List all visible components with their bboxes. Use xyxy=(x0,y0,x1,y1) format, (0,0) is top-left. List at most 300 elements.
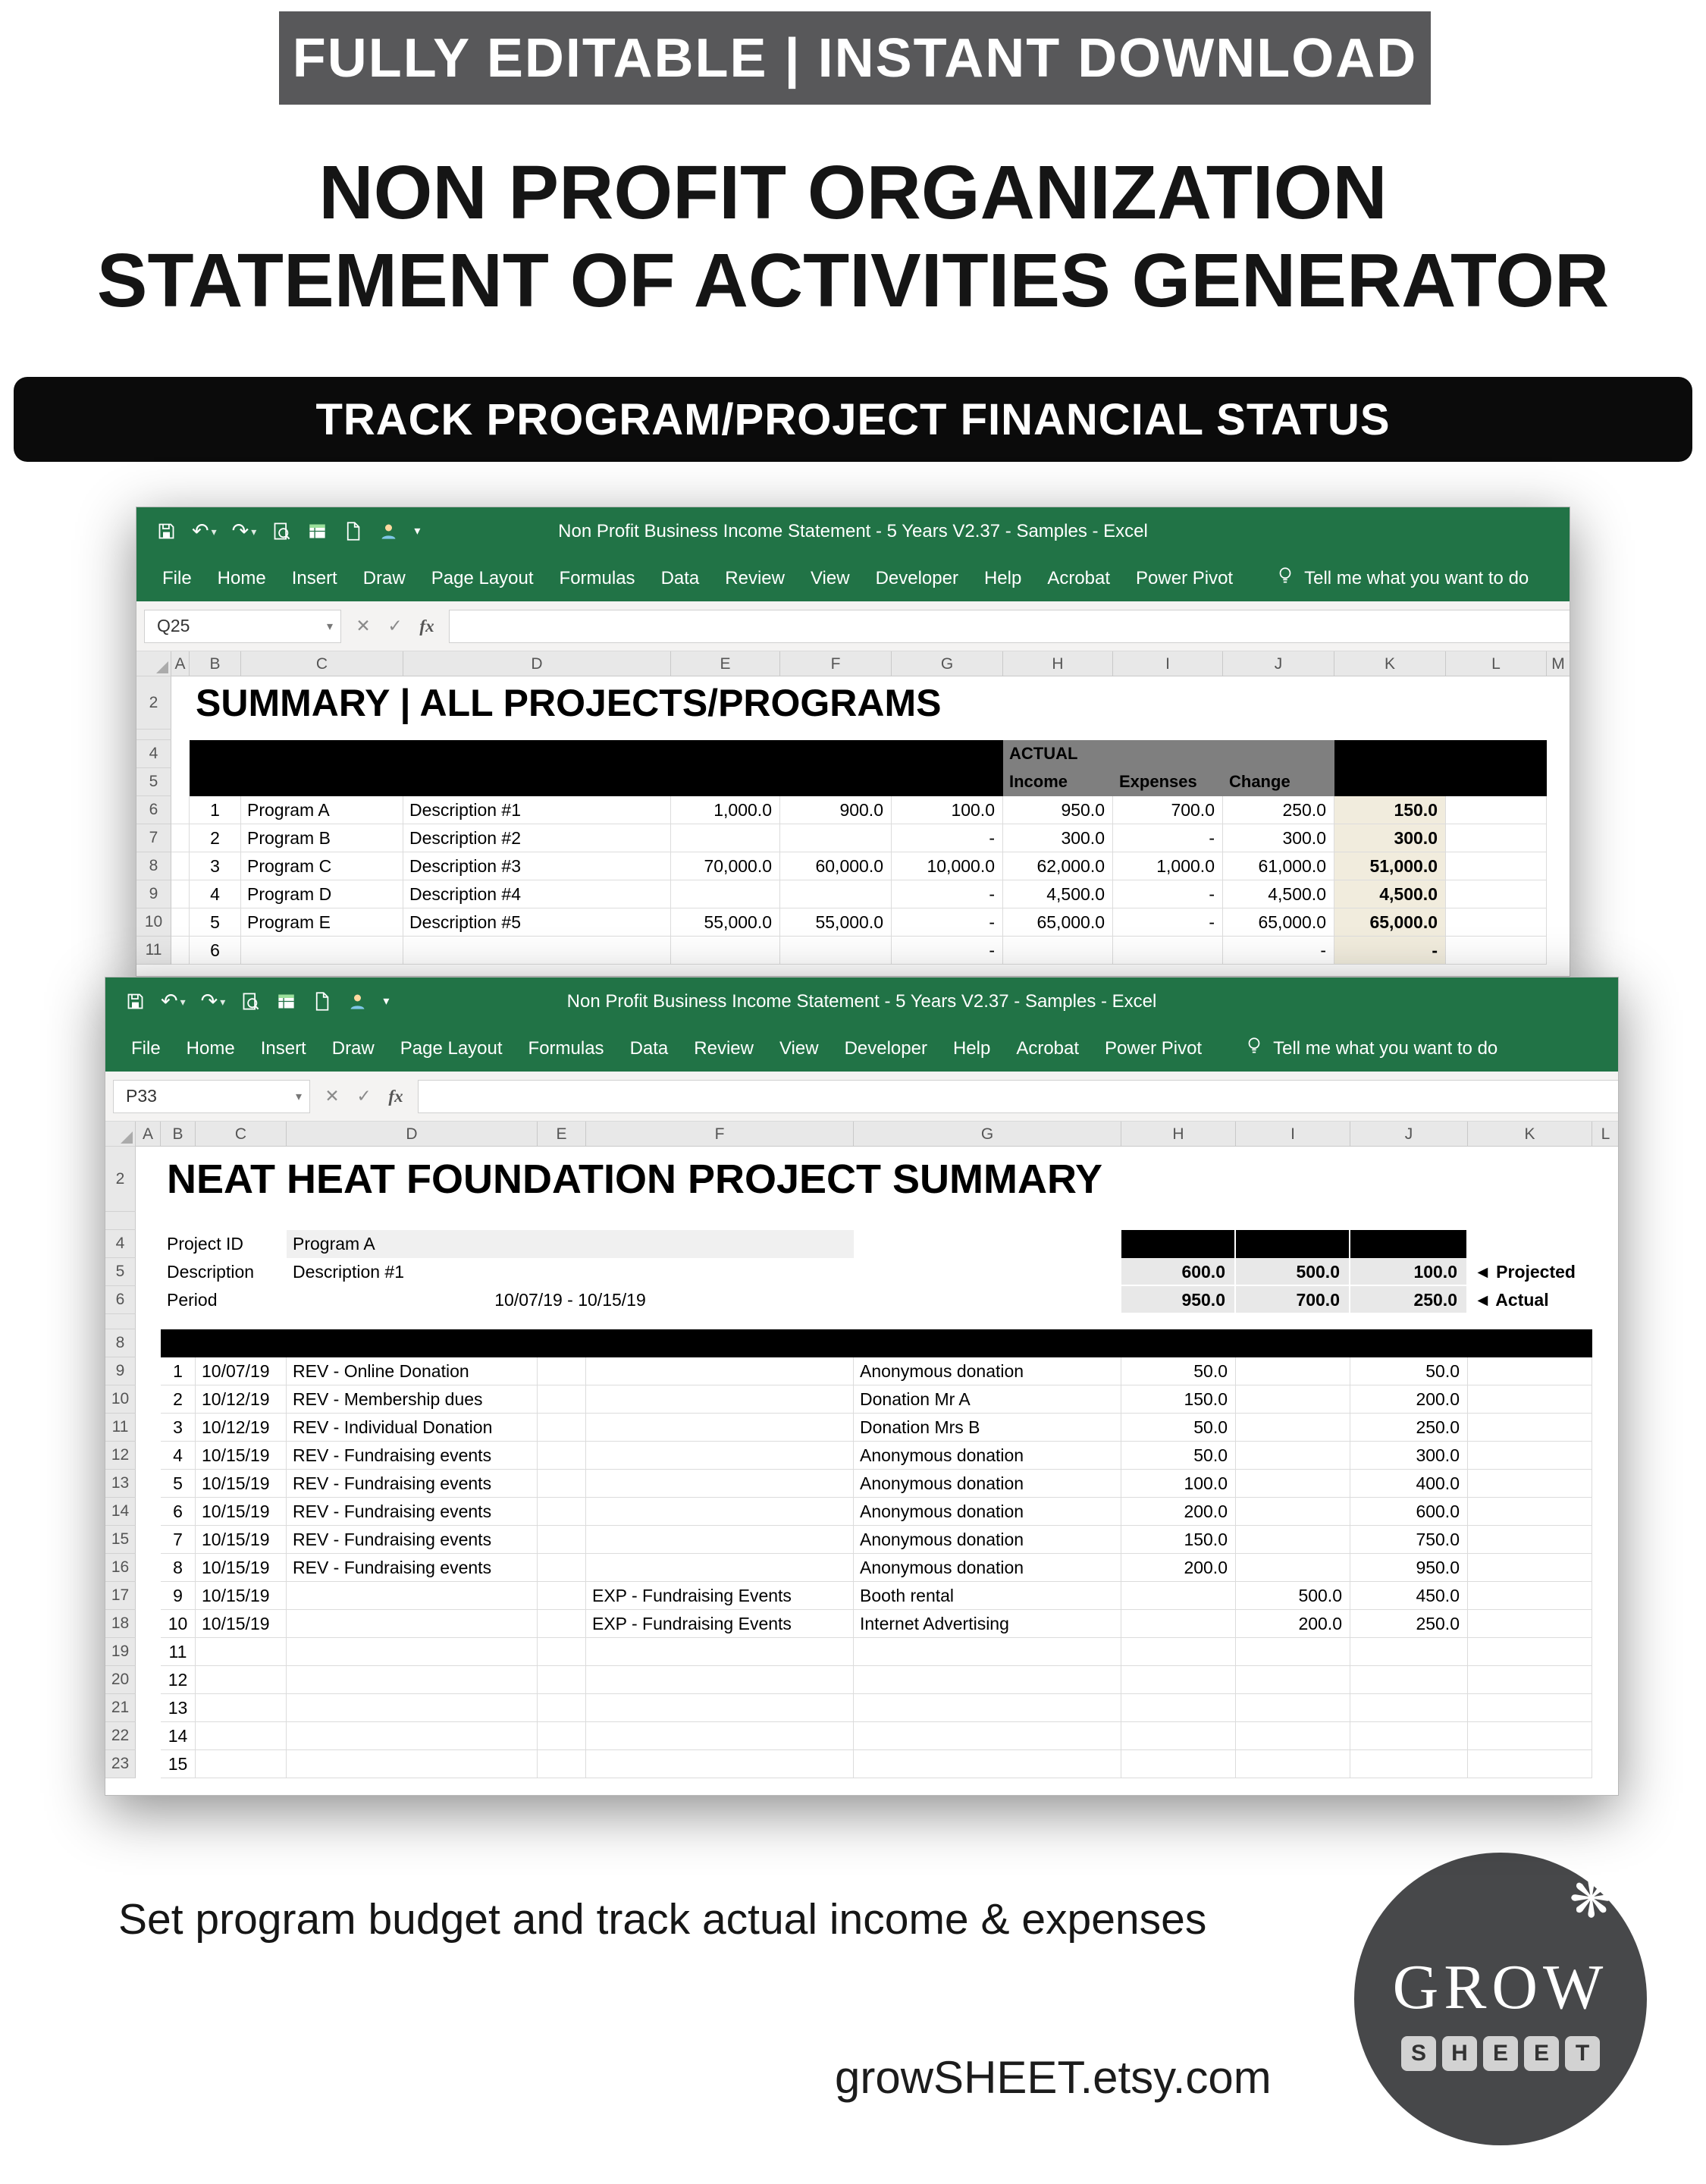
row-number[interactable]: 15 xyxy=(105,1526,136,1554)
cell-blank[interactable] xyxy=(136,1442,161,1470)
cell-description[interactable]: Description #3 xyxy=(403,852,671,880)
cell-category[interactable]: REV - Fundraising events xyxy=(287,1470,538,1498)
cell-expenses[interactable] xyxy=(1236,1694,1350,1722)
cell-notes[interactable] xyxy=(1468,1357,1592,1385)
row-number[interactable]: 23 xyxy=(105,1750,136,1778)
cell-blank[interactable] xyxy=(538,1442,586,1470)
summary-change-header[interactable]: Change xyxy=(1350,1230,1468,1258)
cell-blank[interactable] xyxy=(538,1694,586,1722)
cell-blank[interactable] xyxy=(538,1582,586,1610)
cell-balance[interactable]: 250.0 xyxy=(1350,1414,1468,1442)
cell-income[interactable]: 200.0 xyxy=(1121,1554,1236,1582)
sheet-title[interactable]: NEAT HEAT FOUNDATION PROJECT SUMMARY xyxy=(167,1156,1102,1202)
cell-description[interactable] xyxy=(854,1722,1121,1750)
row-number[interactable]: 21 xyxy=(105,1694,136,1722)
cell-description[interactable]: Description #4 xyxy=(403,880,671,908)
row-number[interactable]: 8 xyxy=(105,1329,136,1357)
row-number[interactable]: 11 xyxy=(105,1414,136,1442)
ribbon-tab[interactable]: Home xyxy=(186,1037,235,1059)
projected-income-value[interactable]: 600.0 xyxy=(1121,1258,1236,1286)
ribbon-tab[interactable]: Developer xyxy=(844,1037,927,1059)
cell-category[interactable] xyxy=(287,1750,538,1778)
cell-no[interactable]: 2 xyxy=(190,824,241,852)
cell-notes[interactable] xyxy=(1446,796,1547,824)
cell-expenses[interactable] xyxy=(1236,1722,1350,1750)
row-number[interactable]: 7 xyxy=(136,824,171,852)
cell-description[interactable]: Anonymous donation xyxy=(854,1554,1121,1582)
cell-blank[interactable] xyxy=(538,1722,586,1750)
header-category[interactable]: Category xyxy=(287,1329,538,1357)
cell-exp-category[interactable] xyxy=(586,1526,854,1554)
cell-no[interactable]: 5 xyxy=(190,908,241,937)
cell-blank[interactable] xyxy=(136,1694,161,1722)
cell-change-variance[interactable]: 300.0 xyxy=(1334,824,1446,852)
column-header[interactable]: J xyxy=(1223,651,1334,676)
cell-blank[interactable] xyxy=(136,1470,161,1498)
name-box[interactable] xyxy=(144,610,341,643)
column-header[interactable]: K xyxy=(1468,1122,1592,1147)
workbook-icon[interactable] xyxy=(276,991,296,1012)
cell-income[interactable]: 100.0 xyxy=(1121,1470,1236,1498)
cell-blank[interactable] xyxy=(1547,796,1570,824)
cell-description[interactable]: Anonymous donation xyxy=(854,1357,1121,1385)
cell-notes[interactable] xyxy=(1468,1722,1592,1750)
cell-description[interactable]: Description #2 xyxy=(403,824,671,852)
cell-description[interactable]: Booth rental xyxy=(854,1582,1121,1610)
print-preview-icon[interactable] xyxy=(271,521,292,541)
cell-description[interactable]: Anonymous donation xyxy=(854,1526,1121,1554)
cell-date[interactable] xyxy=(196,1750,287,1778)
row-number[interactable]: 10 xyxy=(136,908,171,937)
cell-notes[interactable] xyxy=(1468,1498,1592,1526)
ribbon-tab[interactable]: Data xyxy=(660,567,700,588)
period-value[interactable]: 10/07/19 - 10/15/19 xyxy=(494,1290,646,1310)
cell-blank[interactable] xyxy=(538,1638,586,1666)
projected-change-value[interactable]: 100.0 xyxy=(1350,1258,1468,1286)
project-id-value[interactable]: Program A xyxy=(287,1230,854,1258)
cell-income[interactable] xyxy=(1121,1666,1236,1694)
summary-income-header[interactable]: Income xyxy=(1121,1230,1236,1258)
cell-expenses[interactable] xyxy=(1236,1526,1350,1554)
cell-notes[interactable] xyxy=(1468,1470,1592,1498)
cell-category[interactable]: REV - Fundraising events xyxy=(287,1526,538,1554)
cell-date[interactable]: 10/15/19 xyxy=(196,1470,287,1498)
column-header[interactable]: B xyxy=(190,651,241,676)
cell-projected-change[interactable]: 100.0 xyxy=(892,796,1003,824)
cell-blank[interactable] xyxy=(1592,1610,1619,1638)
cell-balance[interactable] xyxy=(1350,1694,1468,1722)
cell-no[interactable]: 15 xyxy=(161,1750,196,1778)
project-id-label[interactable]: Project ID xyxy=(167,1234,243,1254)
cell-description[interactable] xyxy=(854,1694,1121,1722)
ribbon-tab[interactable]: Developer xyxy=(875,567,958,588)
row-number[interactable]: 11 xyxy=(136,937,171,965)
save-icon[interactable] xyxy=(156,521,177,541)
cell-no[interactable]: 4 xyxy=(190,880,241,908)
header-notes[interactable]: Notes xyxy=(1468,1329,1592,1357)
row-number[interactable]: 8 xyxy=(136,852,171,880)
cell-actual-expenses[interactable] xyxy=(1113,937,1223,965)
cell-exp-category[interactable]: EXP - Fundraising Events xyxy=(586,1582,854,1610)
customize-qat-icon[interactable]: ▾ xyxy=(414,524,421,538)
enter-icon[interactable]: ✓ xyxy=(356,1086,372,1106)
sheet-title[interactable]: SUMMARY | ALL PROJECTS/PROGRAMS xyxy=(196,682,942,724)
cell-notes[interactable] xyxy=(1468,1666,1592,1694)
row-number[interactable]: 5 xyxy=(136,768,171,796)
cell-expenses[interactable] xyxy=(1236,1750,1350,1778)
cell-expenses[interactable] xyxy=(1236,1554,1350,1582)
cell-actual-expenses[interactable]: - xyxy=(1113,908,1223,937)
cell-exp-category[interactable]: EXP - Fundraising Events xyxy=(586,1610,854,1638)
ribbon-tab[interactable]: Formulas xyxy=(528,1037,604,1059)
ribbon-tab[interactable]: Power Pivot xyxy=(1136,567,1234,588)
cell-blank[interactable] xyxy=(538,1357,586,1385)
cell-balance[interactable]: 400.0 xyxy=(1350,1470,1468,1498)
cell-no[interactable]: 8 xyxy=(161,1554,196,1582)
row-number[interactable]: 6 xyxy=(136,796,171,824)
cell-expenses[interactable] xyxy=(1236,1414,1350,1442)
cell-balance[interactable]: 450.0 xyxy=(1350,1582,1468,1610)
cell-no[interactable]: 4 xyxy=(161,1442,196,1470)
header-actual[interactable]: ACTUAL xyxy=(1003,740,1113,768)
cell-actual-change[interactable]: - xyxy=(1223,937,1334,965)
cell-description[interactable]: Donation Mr A xyxy=(854,1385,1121,1414)
header-project-line1[interactable]: PROJECT/ xyxy=(241,740,403,768)
ribbon-tab[interactable]: Insert xyxy=(291,567,337,588)
column-header[interactable]: I xyxy=(1236,1122,1350,1147)
ribbon-tab[interactable]: Draw xyxy=(331,1037,375,1059)
cell-blank[interactable] xyxy=(1592,1414,1619,1442)
redo-icon[interactable]: ↷ ▾ xyxy=(200,990,226,1012)
header-description[interactable]: Description xyxy=(854,1329,1121,1357)
header-expenses[interactable]: Expenses xyxy=(1236,1329,1350,1357)
cell-notes[interactable] xyxy=(1468,1638,1592,1666)
row-number[interactable]: 14 xyxy=(105,1498,136,1526)
column-header[interactable]: A xyxy=(171,651,190,676)
cell-income[interactable]: 50.0 xyxy=(1121,1357,1236,1385)
column-header[interactable]: F xyxy=(586,1122,854,1147)
cell-exp-category[interactable] xyxy=(586,1694,854,1722)
cell-blank[interactable] xyxy=(1592,1526,1619,1554)
cell-category[interactable]: REV - Fundraising events xyxy=(287,1554,538,1582)
tell-me-box[interactable] xyxy=(1244,1036,1497,1061)
cell-blank[interactable] xyxy=(1592,1554,1619,1582)
column-header[interactable]: C xyxy=(196,1122,287,1147)
cell-exp-category[interactable] xyxy=(586,1470,854,1498)
cell-blank[interactable] xyxy=(136,1582,161,1610)
cell-blank[interactable] xyxy=(1592,1357,1619,1385)
header-projected-income[interactable]: Income xyxy=(671,768,780,796)
cell-no[interactable]: 14 xyxy=(161,1722,196,1750)
cell-income[interactable] xyxy=(1121,1750,1236,1778)
cell-income[interactable] xyxy=(1121,1582,1236,1610)
cell-no[interactable]: 11 xyxy=(161,1638,196,1666)
cell-description[interactable]: Description #1 xyxy=(403,796,671,824)
cell-exp-category[interactable] xyxy=(586,1357,854,1385)
cell-blank[interactable] xyxy=(1592,1750,1619,1778)
header-income[interactable]: Income xyxy=(1121,1329,1236,1357)
header-notes[interactable]: NOTES xyxy=(1446,740,1547,768)
header-actual-income[interactable]: Income xyxy=(1003,768,1113,796)
cell-expenses[interactable]: 500.0 xyxy=(1236,1582,1350,1610)
cancel-icon[interactable]: ✕ xyxy=(325,1086,340,1106)
cell-projected-change[interactable]: - xyxy=(892,824,1003,852)
cell-category[interactable]: REV - Individual Donation xyxy=(287,1414,538,1442)
cell-projected-expenses[interactable]: 55,000.0 xyxy=(780,908,892,937)
cell-blank[interactable] xyxy=(1592,1638,1619,1666)
header-no[interactable]: No xyxy=(161,1329,196,1357)
cell-notes[interactable] xyxy=(1468,1750,1592,1778)
customize-qat-icon[interactable]: ▾ xyxy=(383,994,390,1008)
cell-notes[interactable] xyxy=(1446,852,1547,880)
cell-blank[interactable] xyxy=(538,1498,586,1526)
cancel-icon[interactable]: ✕ xyxy=(356,616,371,635)
column-header[interactable]: L xyxy=(1446,651,1547,676)
cell-expenses[interactable] xyxy=(1236,1385,1350,1414)
header-projected-change[interactable]: Change xyxy=(892,768,1003,796)
row-number[interactable]: 9 xyxy=(105,1357,136,1385)
cell-expenses[interactable] xyxy=(1236,1470,1350,1498)
cell-no[interactable]: 2 xyxy=(161,1385,196,1414)
cell-blank[interactable] xyxy=(1547,937,1570,965)
cell-notes[interactable] xyxy=(1468,1582,1592,1610)
description-value[interactable]: Description #1 xyxy=(293,1262,405,1282)
row-number[interactable]: 4 xyxy=(136,740,171,768)
cell-actual-income[interactable]: 950.0 xyxy=(1003,796,1113,824)
cell-actual-income[interactable]: 62,000.0 xyxy=(1003,852,1113,880)
row-number[interactable]: 19 xyxy=(105,1638,136,1666)
actual-change-value[interactable]: 250.0 xyxy=(1350,1286,1468,1314)
header-no[interactable]: NO xyxy=(190,740,241,768)
cell-projected-expenses[interactable] xyxy=(780,937,892,965)
cell-category[interactable]: REV - Fundraising events xyxy=(287,1498,538,1526)
cell-actual-change[interactable]: 300.0 xyxy=(1223,824,1334,852)
cell-blank[interactable] xyxy=(136,1498,161,1526)
cell-blank[interactable] xyxy=(538,1554,586,1582)
cell-blank[interactable] xyxy=(136,1554,161,1582)
cell-income[interactable] xyxy=(1121,1638,1236,1666)
cell-description[interactable]: Donation Mrs B xyxy=(854,1414,1121,1442)
column-header[interactable]: D xyxy=(403,651,671,676)
cell-expenses[interactable] xyxy=(1236,1638,1350,1666)
cell-description[interactable]: Anonymous donation xyxy=(854,1442,1121,1470)
cell-balance[interactable] xyxy=(1350,1722,1468,1750)
cell-no[interactable]: 1 xyxy=(161,1357,196,1385)
cell-description[interactable]: Description #5 xyxy=(403,908,671,937)
cell-actual-income[interactable] xyxy=(1003,937,1113,965)
cell-income[interactable] xyxy=(1121,1610,1236,1638)
cell-notes[interactable] xyxy=(1468,1554,1592,1582)
cell-blank[interactable] xyxy=(1592,1722,1619,1750)
cell-blank[interactable] xyxy=(136,1526,161,1554)
cell-blank[interactable] xyxy=(136,1638,161,1666)
cell-date[interactable] xyxy=(196,1666,287,1694)
cell-exp-category[interactable] xyxy=(586,1638,854,1666)
cell-blank[interactable] xyxy=(136,1414,161,1442)
cell-expenses[interactable] xyxy=(1236,1666,1350,1694)
cell-blank[interactable] xyxy=(1592,1442,1619,1470)
cell-balance[interactable] xyxy=(1350,1638,1468,1666)
cell-balance[interactable]: 750.0 xyxy=(1350,1526,1468,1554)
cell-projected-income[interactable] xyxy=(671,937,780,965)
cell-blank[interactable] xyxy=(1592,1385,1619,1414)
cell-description[interactable] xyxy=(854,1666,1121,1694)
cell-projected-income[interactable] xyxy=(671,824,780,852)
cell-blank[interactable] xyxy=(538,1666,586,1694)
cell-notes[interactable] xyxy=(1468,1610,1592,1638)
cell-projected-expenses[interactable]: 60,000.0 xyxy=(780,852,892,880)
cell-date[interactable]: 10/15/19 xyxy=(196,1498,287,1526)
column-header[interactable]: A xyxy=(136,1122,161,1147)
select-all-box[interactable] xyxy=(105,1122,136,1147)
cell-date[interactable]: 10/12/19 xyxy=(196,1414,287,1442)
ribbon-tab[interactable]: Page Layout xyxy=(400,1037,503,1059)
cell-date[interactable]: 10/15/19 xyxy=(196,1582,287,1610)
cell-expenses[interactable] xyxy=(1236,1357,1350,1385)
cell-income[interactable] xyxy=(1121,1722,1236,1750)
cell-projected-income[interactable]: 1,000.0 xyxy=(671,796,780,824)
save-icon[interactable] xyxy=(125,991,146,1012)
cell-blank[interactable] xyxy=(171,796,190,824)
column-header[interactable]: L xyxy=(1592,1122,1619,1147)
cell-description[interactable] xyxy=(854,1638,1121,1666)
cell-projected-change[interactable]: 10,000.0 xyxy=(892,852,1003,880)
cell-no[interactable]: 3 xyxy=(190,852,241,880)
header-project-line2[interactable]: PROGRAM ID xyxy=(241,768,403,796)
cell-notes[interactable] xyxy=(1446,824,1547,852)
header-change-line1[interactable]: CHANGE xyxy=(1334,740,1446,768)
ribbon-tab[interactable]: Home xyxy=(217,567,266,588)
cell-actual-change[interactable]: 65,000.0 xyxy=(1223,908,1334,937)
header-date[interactable]: Date xyxy=(196,1329,287,1357)
cell-category[interactable] xyxy=(287,1610,538,1638)
cell-description[interactable] xyxy=(854,1750,1121,1778)
cell-program-id[interactable] xyxy=(241,937,403,965)
cell-date[interactable]: 10/07/19 xyxy=(196,1357,287,1385)
ribbon-tab[interactable]: Acrobat xyxy=(1047,567,1111,588)
undo-icon[interactable]: ↶ ▾ xyxy=(192,519,217,542)
header-projected[interactable]: PROJECTED xyxy=(671,740,780,768)
cell-actual-expenses[interactable]: - xyxy=(1113,824,1223,852)
cell-balance[interactable]: 300.0 xyxy=(1350,1442,1468,1470)
ribbon-tab[interactable]: Draw xyxy=(362,567,406,588)
ribbon-tab[interactable]: Review xyxy=(725,567,785,588)
row-number[interactable]: 2 xyxy=(105,1147,136,1212)
cell-date[interactable]: 10/15/19 xyxy=(196,1526,287,1554)
cell-exp-category[interactable] xyxy=(586,1554,854,1582)
cell-balance[interactable]: 600.0 xyxy=(1350,1498,1468,1526)
cell-no[interactable]: 3 xyxy=(161,1414,196,1442)
enter-icon[interactable]: ✓ xyxy=(387,616,403,635)
column-header[interactable]: K xyxy=(1334,651,1446,676)
cell-category[interactable] xyxy=(287,1638,538,1666)
cell-description[interactable]: Anonymous donation xyxy=(854,1470,1121,1498)
cell-blank[interactable] xyxy=(1592,1666,1619,1694)
cell-description[interactable]: Internet Advertising xyxy=(854,1610,1121,1638)
cell-blank[interactable] xyxy=(136,1385,161,1414)
cell-blank[interactable] xyxy=(538,1526,586,1554)
insert-function-icon[interactable]: fx xyxy=(388,1086,403,1106)
actual-income-value[interactable]: 950.0 xyxy=(1121,1286,1236,1314)
cell-actual-income[interactable]: 4,500.0 xyxy=(1003,880,1113,908)
cell-income[interactable]: 150.0 xyxy=(1121,1385,1236,1414)
period-label[interactable]: Period xyxy=(167,1290,218,1310)
cell-category[interactable] xyxy=(287,1722,538,1750)
cell-no[interactable]: 5 xyxy=(161,1470,196,1498)
cell-date[interactable] xyxy=(196,1722,287,1750)
cell-blank[interactable] xyxy=(1547,880,1570,908)
cell-exp-category[interactable] xyxy=(586,1498,854,1526)
cell-no[interactable]: 10 xyxy=(161,1610,196,1638)
cell-blank[interactable] xyxy=(136,1610,161,1638)
row-number[interactable]: 6 xyxy=(105,1286,136,1314)
cell-blank[interactable] xyxy=(1592,1582,1619,1610)
cell-actual-income[interactable]: 65,000.0 xyxy=(1003,908,1113,937)
row-number[interactable]: 10 xyxy=(105,1385,136,1414)
cell-balance[interactable] xyxy=(1350,1666,1468,1694)
ribbon-tab[interactable]: File xyxy=(131,1037,161,1059)
ribbon-tab[interactable]: Insert xyxy=(260,1037,306,1059)
formula-input[interactable] xyxy=(449,610,1570,643)
cell-notes[interactable] xyxy=(1446,937,1547,965)
row-number[interactable]: 16 xyxy=(105,1554,136,1582)
cell-notes[interactable] xyxy=(1468,1694,1592,1722)
cell-no[interactable]: 7 xyxy=(161,1526,196,1554)
cell-category[interactable]: REV - Membership dues xyxy=(287,1385,538,1414)
cell-category[interactable]: REV - Fundraising events xyxy=(287,1442,538,1470)
cell-expenses[interactable]: 200.0 xyxy=(1236,1610,1350,1638)
cell-blank[interactable] xyxy=(1592,1694,1619,1722)
cell-no[interactable]: 13 xyxy=(161,1694,196,1722)
cell-category[interactable] xyxy=(287,1666,538,1694)
cell-exp-category[interactable] xyxy=(586,1414,854,1442)
cell-date[interactable]: 10/15/19 xyxy=(196,1442,287,1470)
cell-projected-income[interactable]: 70,000.0 xyxy=(671,852,780,880)
cell-blank[interactable] xyxy=(538,1385,586,1414)
row-number[interactable]: 13 xyxy=(105,1470,136,1498)
cell-blank[interactable] xyxy=(171,908,190,937)
cell-program-id[interactable]: Program E xyxy=(241,908,403,937)
ribbon-tab[interactable]: Power Pivot xyxy=(1105,1037,1203,1059)
cell-blank[interactable] xyxy=(171,852,190,880)
ribbon-tab[interactable]: Data xyxy=(629,1037,669,1059)
cell-balance[interactable]: 50.0 xyxy=(1350,1357,1468,1385)
cell-description[interactable] xyxy=(403,937,671,965)
cell-actual-change[interactable]: 250.0 xyxy=(1223,796,1334,824)
row-number[interactable]: 12 xyxy=(105,1442,136,1470)
cell-program-id[interactable]: Program C xyxy=(241,852,403,880)
cell-notes[interactable] xyxy=(1468,1414,1592,1442)
column-header[interactable]: E xyxy=(538,1122,586,1147)
workbook-icon[interactable] xyxy=(307,521,328,541)
ribbon-tab[interactable]: File xyxy=(162,567,192,588)
cell-income[interactable] xyxy=(1121,1694,1236,1722)
cell-category[interactable]: REV - Online Donation xyxy=(287,1357,538,1385)
ribbon-tab[interactable]: Acrobat xyxy=(1016,1037,1080,1059)
cell-program-id[interactable]: Program B xyxy=(241,824,403,852)
cell-exp-category[interactable] xyxy=(586,1666,854,1694)
cell-change-variance[interactable]: 4,500.0 xyxy=(1334,880,1446,908)
column-header[interactable]: I xyxy=(1113,651,1223,676)
cell-projected-expenses[interactable] xyxy=(780,880,892,908)
cell-description[interactable]: Anonymous donation xyxy=(854,1498,1121,1526)
cell-expenses[interactable] xyxy=(1236,1498,1350,1526)
cell-exp-category[interactable] xyxy=(586,1385,854,1414)
cell-change-variance[interactable]: 65,000.0 xyxy=(1334,908,1446,937)
cell-blank[interactable] xyxy=(1592,1498,1619,1526)
column-header[interactable]: E xyxy=(671,651,780,676)
column-header[interactable]: G xyxy=(854,1122,1121,1147)
